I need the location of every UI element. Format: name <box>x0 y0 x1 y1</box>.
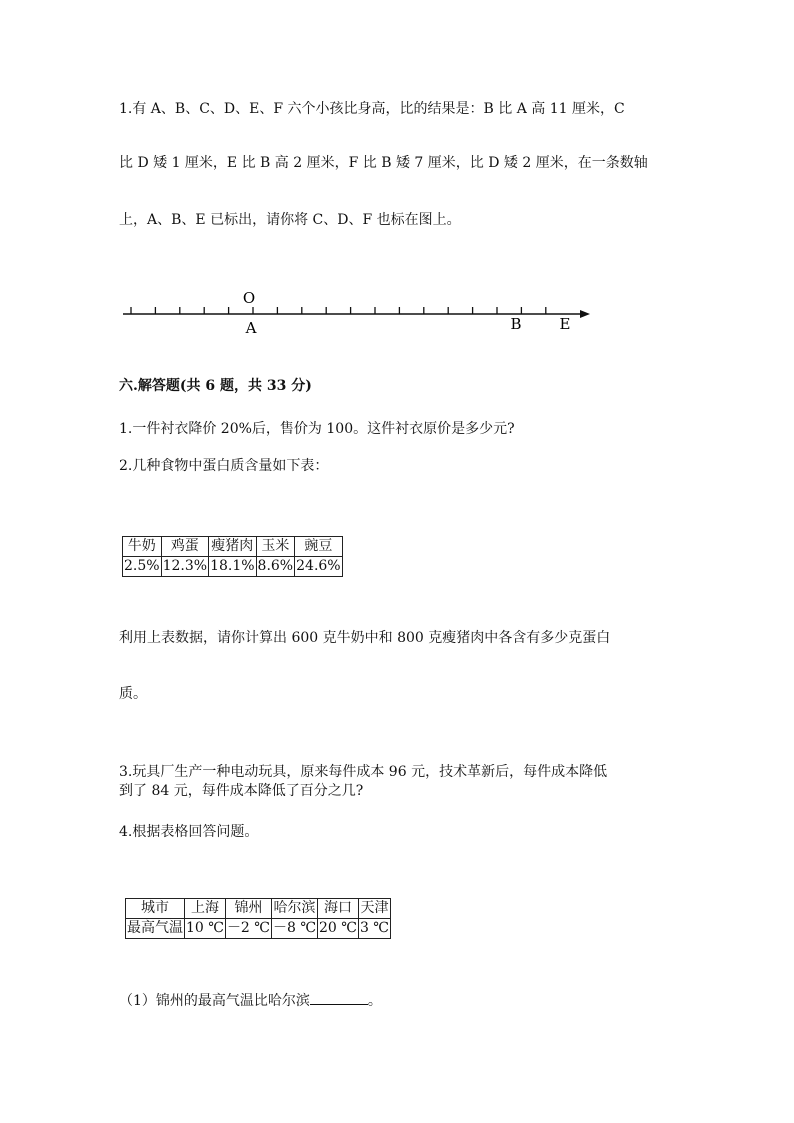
answer-blank[interactable] <box>310 992 368 1005</box>
table-cell: 城市 <box>126 899 185 919</box>
table-cell: 天津 <box>358 899 390 919</box>
table-cell: 牛奶 <box>123 537 162 557</box>
table-cell: 上海 <box>185 899 226 919</box>
label-e: E <box>559 315 571 333</box>
table-cell: 玉米 <box>256 537 295 557</box>
table-cell: 8.6% <box>256 557 295 577</box>
table-cell: －8 ℃ <box>271 919 317 939</box>
q6-4-sub-1-end: 。 <box>367 993 382 1009</box>
q1-line-2: 比 D 矮 1 厘米，E 比 B 高 2 厘米，F 比 B 矮 7 厘米，比 D 矮 2 厘米，在一条数轴 <box>119 155 648 171</box>
q1-line-3: 上，A、B、E 已标出，请你将 C、D、F 也标在图上。 <box>119 212 461 228</box>
section-heading: 六.解答题(共 6 题，共 33 分) <box>119 378 312 394</box>
q6-4-sub-1-text: （1）锦州的最高气温比哈尔滨 <box>119 993 310 1009</box>
table-cell: 海口 <box>318 899 359 919</box>
q6-3-line-2: 到了 84 元，每件成本降低了百分之几? <box>119 783 364 799</box>
table-cell: －2 ℃ <box>225 919 271 939</box>
q6-1: 1.一件衬衣降价 20%后，售价为 100。这件衬衣原价是多少元? <box>119 421 515 437</box>
table-cell: 哈尔滨 <box>271 899 317 919</box>
q6-3-line-1: 3.玩具厂生产一种电动玩具，原来每件成本 96 元，技术革新后，每件成本降低 <box>119 764 608 780</box>
q6-4-intro: 4.根据表格回答问题。 <box>119 824 259 840</box>
table-cell: 12.3% <box>161 557 208 577</box>
label-o: O <box>242 289 256 307</box>
table-cell: 24.6% <box>295 557 342 577</box>
label-a: A <box>245 319 257 337</box>
protein-table-value-row <box>123 557 343 577</box>
number-line-ticks <box>131 307 546 314</box>
label-b: B <box>510 315 522 333</box>
temperature-table-header-row <box>126 899 391 919</box>
protein-table-header-row <box>123 537 343 557</box>
table-cell: 3 ℃ <box>358 919 390 939</box>
number-line-arrow <box>580 310 590 318</box>
protein-table <box>122 536 343 577</box>
table-cell: 10 ℃ <box>185 919 226 939</box>
table-cell: 锦州 <box>225 899 271 919</box>
temperature-table <box>125 898 391 939</box>
q6-2-line-2: 质。 <box>119 686 147 702</box>
table-cell: 18.1% <box>209 557 256 577</box>
temperature-table-value-row <box>126 919 391 939</box>
q1-line-1: 1.有 A、B、C、D、E、F 六个小孩比身高，比的结果是：B 比 A 高 11 厘米，C <box>119 101 625 117</box>
table-cell: 鸡蛋 <box>161 537 208 557</box>
q6-2-line-1: 利用上表数据，请你计算出 600 克牛奶中和 800 克瘦猪肉中各含有多少克蛋白 <box>119 630 611 646</box>
table-cell: 20 ℃ <box>318 919 359 939</box>
table-cell: 2.5% <box>123 557 162 577</box>
q6-4-sub-1 <box>119 992 382 1010</box>
table-cell: 最高气温 <box>126 919 185 939</box>
table-cell: 瘦猪肉 <box>209 537 256 557</box>
q6-2-intro: 2.几种食物中蛋白质含量如下表： <box>119 458 329 474</box>
table-cell: 豌豆 <box>295 537 342 557</box>
number-line <box>0 0 794 360</box>
